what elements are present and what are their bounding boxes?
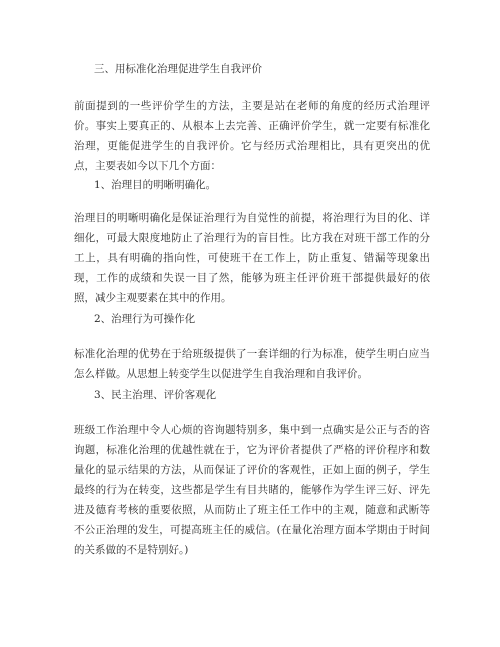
paragraph-objective-evaluation: 班级工作治理中令人心烦的咨询题特别多，集中到一点确实是公正与否的咨询题，标准化治理的优越性就在于，它为评价者提供了严格的评价程序和数量化的显示结果的方法，从而保证了评价的客观性，正如上面的例子，学生最终的行为在转变，这些都是学生有目共睹的，能够作为学生评三好、评先进及德育考核的重要依照，从而防止了班主任工作中的主观，随意和武断等不公正治理的发生，可提高班主任的威信。(在量化治理方面本学期由于时间的关系做的不是特别好。) (74, 424, 430, 556)
subheading-2: 2、治理行为可操作化 (94, 313, 196, 325)
paragraph-intro: 前面提到的一些评价学生的方法，主要是站在老师的角度的经历式治理评价。事实上要真正的、从根本上去完善、正确评价学生，就一定要有标准化治理，更能促进学生的自我评价。它与经历式治理相比，具有更突出的优点，主要表如今以下几个方面： (74, 100, 430, 172)
subheading-3: 3、民主治理、评价客观化 (94, 389, 217, 401)
subheading-1: 1、治理目的明晰明确化。 (94, 179, 217, 191)
paragraph-goal-clarity: 治理目的明晰明确化是保证治理行为自觉性的前提，将治理行为目的化、详细化，可最大限度地防止了治理行为的盲目性。比方我在对班干部工作的分工上，具有明确的指向性，可使班干在工作上，防止重复、错漏等现象出现，工作的成绩和失误一目了然，能够为班主任评价班干部提供最好的依照，减少主观要素在其中的作用。 (74, 212, 430, 304)
paragraph-operability: 标准化治理的优势在于给班级提供了一套详细的行为标准，使学生明白应当怎么样做。从思想上转变学生以促进学生自我治理和自我评价。 (74, 348, 430, 380)
section-heading: 三、用标准化治理促进学生自我评价 (94, 63, 262, 75)
